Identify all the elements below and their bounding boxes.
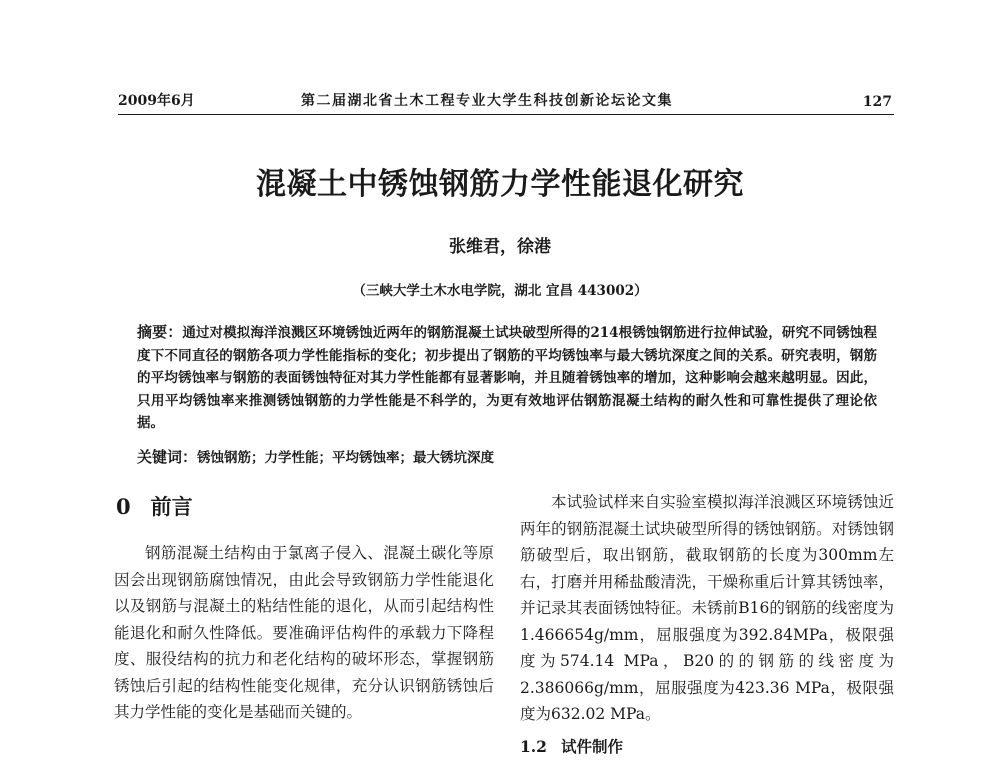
header-page-number: 127 [862, 94, 892, 110]
left-column [114, 540, 494, 726]
subsection-heading [520, 735, 623, 757]
keywords-label: 关键词： [137, 448, 198, 466]
abstract-text: 通过对模拟海洋浪溅区环境锈蚀近两年的钢筋混凝土试块破型所得的214根锈蚀钢筋进行拉伸试验，研究不同锈蚀程度下不同直径的钢筋各项力学性能指标的变化；初步提出了钢筋的平均锈蚀率与最大锈坑深度之间的关系。研究表明，钢筋的平均锈蚀率与钢筋的表面锈蚀特征对其力学性能都有显著影响，并且随着锈蚀率的增加，这种影响会越来越明显。因此，只用平均锈蚀率来推测锈蚀钢筋的力学性能是不科学的，为更有效地评估钢筋混凝土结构的耐久性和可靠性提供了理论依据。 [137, 325, 877, 431]
subsection-number: 1.2 [520, 737, 547, 756]
header-date: 2009年6月 [118, 93, 195, 109]
paper-affiliation: （三峡大学土木水电学院，湖北 宜昌 443002） [352, 283, 648, 299]
header-journal: 第二届湖北省土木工程专业大学生科技创新论坛论文集 [301, 93, 673, 109]
keywords-text: 锈蚀钢筋；力学性能；平均锈蚀率；最大锈坑深度 [197, 450, 495, 466]
abstract-label: 摘要： [137, 323, 183, 341]
intro-paragraph: 钢筋混凝土结构由于氯离子侵入、混凝土碳化等原因会出现钢筋腐蚀情况，由此会导致钢筋力学性能退化以及钢筋与混凝土的粘结性能的退化，从而引起结构性能退化和耐久性降低。要准确评估构件的承载力下降程度、服役结构的抗力和老化结构的破坏形态，掌握钢筋锈蚀后引起的结构性能变化规律，充分认识钢筋锈蚀后其力学性能的变化是基础而关键的。 [114, 544, 494, 721]
paper-title: 混凝土中锈蚀钢筋力学性能退化研究 [256, 167, 744, 202]
keywords [137, 447, 877, 468]
paper-authors: 张维君，徐港 [449, 237, 551, 257]
section-heading [116, 491, 193, 521]
section-number: 0 [116, 494, 131, 519]
running-header [118, 92, 894, 115]
specimen-paragraph: 本试验试样来自实验室模拟海洋浪溅区环境锈蚀近两年的钢筋混凝土试块破型所得的锈蚀钢筋。对锈蚀钢筋破型后，取出钢筋，截取钢筋的长度为300mm左右，打磨并用稀盐酸清洗，干燥称重后计算其锈蚀率，并记录其表面锈蚀特征。未锈前B16的钢筋的线密度为1.466654g/mm，屈服强度为392.84MPa，极限强度为574.14 MPa，B20的的钢筋的线密度为2.386066g/mm，屈服强度为423.36 MPa，极限强度为632.02 MPa。 [520, 493, 894, 723]
section-title: 前言 [150, 494, 193, 519]
abstract [137, 321, 877, 435]
right-column [520, 489, 894, 728]
subsection-title: 试件制作 [560, 737, 623, 756]
